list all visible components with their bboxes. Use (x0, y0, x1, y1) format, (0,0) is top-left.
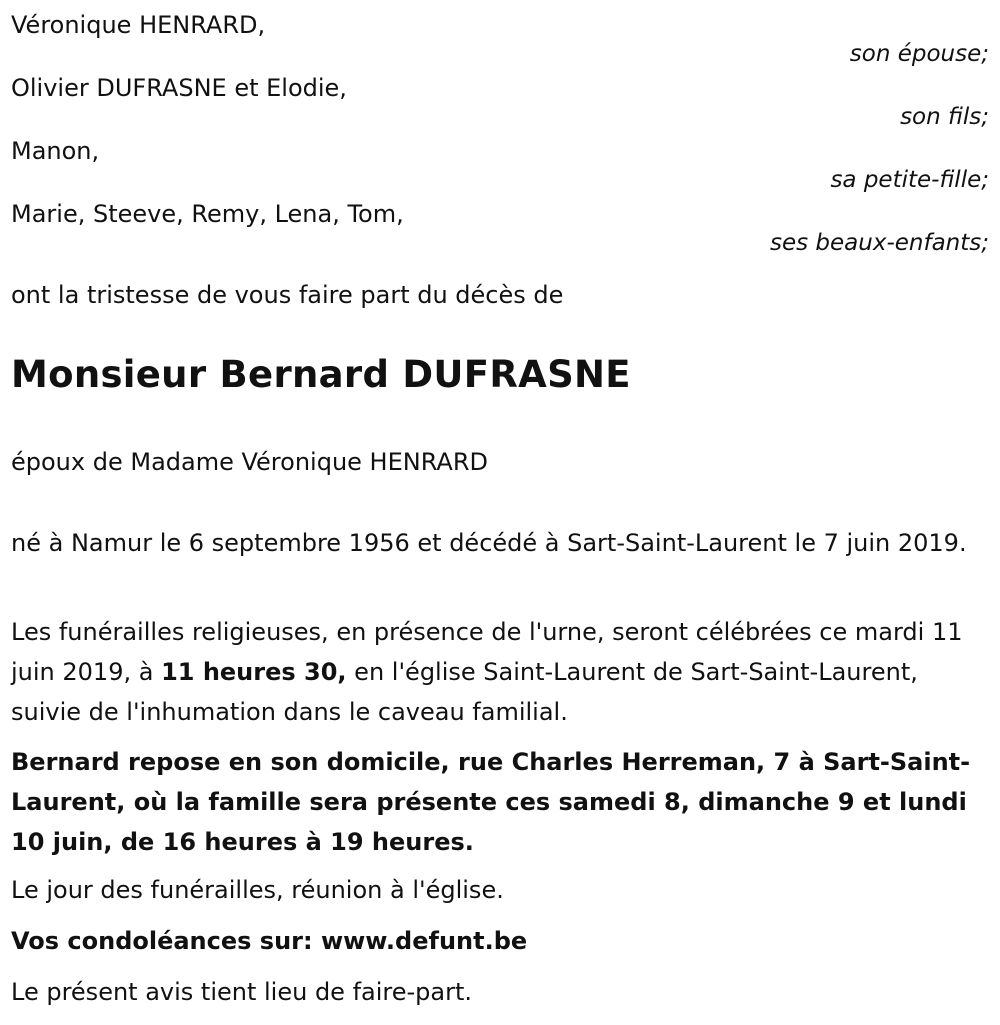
family-entry (11, 136, 989, 194)
announcement-intro: ont la tristesse de vous faire part du décès de (11, 281, 564, 309)
family-entry (11, 199, 989, 257)
family-member-name: Marie, Steeve, Remy, Lena, Tom, (11, 200, 404, 228)
family-member-name: Olivier DUFRASNE et Elodie, (11, 74, 347, 102)
funeral-details (11, 612, 989, 732)
reunion-line: Le jour des funérailles, réunion à l'église. (11, 876, 504, 904)
family-entry (11, 73, 989, 131)
funeral-time: 11 heures 30, (161, 658, 347, 686)
family-relation: sa petite-fille; (830, 167, 989, 193)
spouse-line: époux de Madame Véronique HENRARD (11, 448, 488, 476)
birth-death-line: né à Namur le 6 septembre 1956 et décédé à Sart-Saint-Laurent le 7 juin 2019. (11, 529, 967, 557)
family-entry (11, 10, 989, 68)
funeral-text-end: en l'église Saint-Laurent de Sart-Saint-Laurent, suivie de l'inhumation dans le caveau familial. (11, 658, 918, 726)
family-relation: son épouse; (849, 41, 989, 67)
family-member-name: Manon, (11, 137, 100, 165)
visitation-details: Bernard repose en son domicile, rue Charles Herreman, 7 à Sart-Saint-Laurent, où la famille sera présente ces samedi 8, dimanche 9 et lundi 10 juin, de 16 heures à 19 heures. (11, 748, 971, 856)
condolences-line: Vos condoléances sur: www.defunt.be (11, 927, 528, 955)
deceased-name: Monsieur Bernard DUFRASNE (11, 353, 631, 396)
family-relation: ses beaux-enfants; (769, 230, 989, 256)
family-relation: son fils; (900, 104, 989, 130)
funeral-text-start: Les funérailles religieuses, en présence de l'urne, seront célébrées ce mardi 11 juin 2019, à (11, 618, 963, 686)
notice-line: Le présent avis tient lieu de faire-part. (11, 978, 473, 1006)
family-member-name: Véronique HENRARD, (11, 11, 266, 39)
